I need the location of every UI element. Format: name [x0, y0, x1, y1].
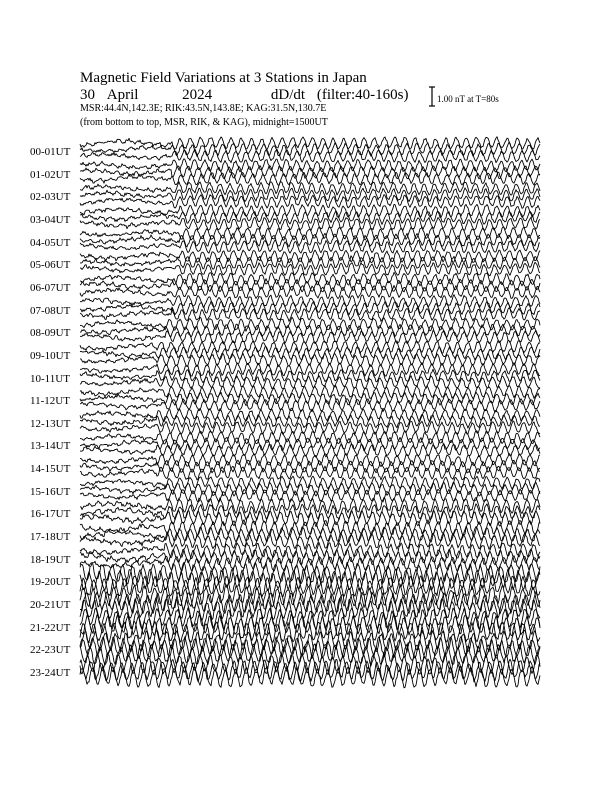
trace-kag-row-8: [80, 331, 540, 345]
trace-kag-row-2: [80, 195, 540, 209]
scale-label: 1.00 nT at T=80s: [437, 94, 499, 104]
trace-msr-row-18: [80, 543, 540, 559]
order-info: (from bottom to top, MSR, RIK, & KAG), midnight=1500UT: [80, 117, 328, 128]
scale-bar: [429, 87, 435, 106]
hour-label: 23-24UT: [30, 666, 71, 679]
quantity-label: dD/dt: [270, 87, 306, 103]
hour-label: 01-02UT: [30, 168, 71, 181]
trace-kag-row-11: [80, 398, 540, 412]
hour-label: 00-01UT: [30, 146, 71, 158]
trace-kag-row-14: [80, 466, 540, 480]
hour-label: 11-12UT: [30, 395, 70, 408]
trace-kag-row-13: [80, 444, 540, 457]
hour-label: 10-11UT: [30, 372, 70, 385]
stations-info: MSR:44.4N,142.3E; RIK:43.5N,143.8E; KAG:31.5N,130.7E: [80, 103, 327, 114]
hour-label: 08-09UT: [30, 327, 71, 340]
trace-rik-row-8: [80, 324, 540, 337]
trace-msr-row-20: [80, 585, 540, 608]
hour-label: 06-07UT: [30, 281, 71, 294]
hour-label: 22-23UT: [30, 644, 71, 657]
trace-msr-row-12: [80, 408, 540, 421]
hour-label: 13-14UT: [30, 440, 71, 453]
hour-label: 15-16UT: [30, 485, 71, 498]
trace-kag-row-12: [80, 421, 540, 435]
hour-label: 14-15UT: [30, 463, 71, 476]
trace-msr-row-15: [80, 476, 540, 489]
trace-msr-row-13: [80, 431, 540, 445]
trace-msr-row-3: [80, 204, 540, 217]
trace-msr-row-10: [80, 363, 540, 377]
hour-label: 02-03UT: [30, 191, 71, 204]
hour-label: 19-20UT: [30, 576, 71, 589]
hour-label: 04-05UT: [30, 236, 71, 249]
filter-label: (filter:40-160s): [316, 87, 409, 103]
hour-label: 07-08UT: [30, 304, 71, 317]
hour-label: 09-10UT: [30, 349, 71, 362]
trace-rik-row-6: [80, 279, 540, 292]
hour-label: 17-18UT: [30, 531, 71, 544]
hour-label: 18-19UT: [30, 553, 71, 566]
date-month: April: [106, 87, 139, 103]
hour-label: 05-06UT: [30, 259, 71, 272]
hour-label: 12-13UT: [30, 417, 71, 430]
traces: [80, 137, 540, 688]
trace-msr-row-6: [80, 272, 540, 285]
chart-title: Magnetic Field Variations at 3 Stations in Japan: [80, 70, 367, 86]
hour-label: 03-04UT: [30, 213, 71, 226]
date-year: 2024: [182, 87, 213, 103]
trace-msr-row-1: [80, 159, 540, 173]
hour-label: 20-21UT: [30, 599, 71, 611]
hour-label: 16-17UT: [30, 508, 71, 521]
trace-rik-row-0: [80, 142, 540, 156]
hour-label: 21-22UT: [30, 621, 71, 634]
trace-msr-row-9: [80, 340, 540, 353]
date-day: 30: [80, 87, 95, 103]
